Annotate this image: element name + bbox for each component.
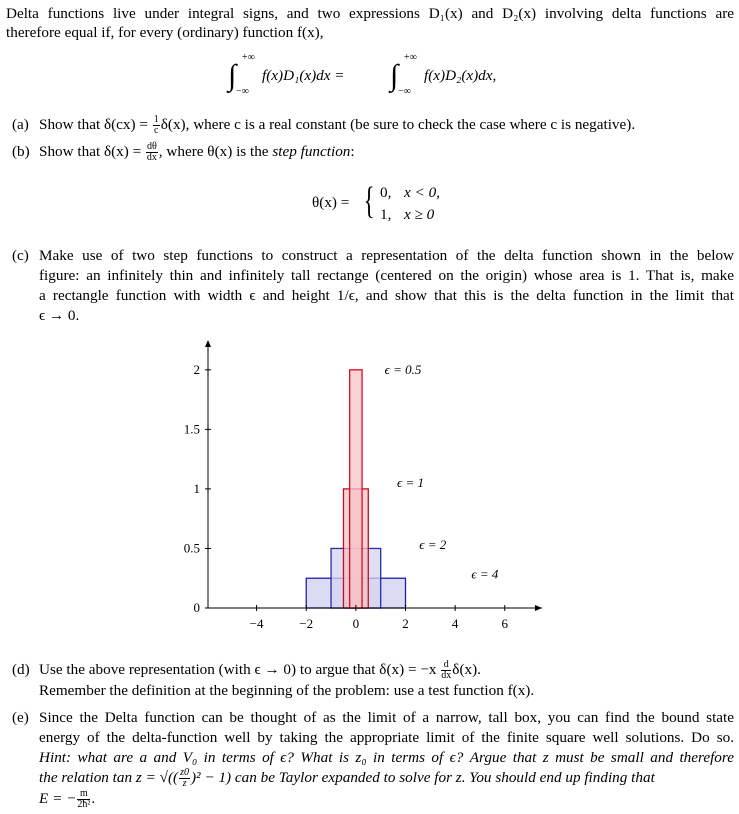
integral-rhs: f(x)D₂(x)dx, <box>424 67 497 84</box>
integral-right-lower: −∞ <box>398 86 411 97</box>
part-e-line-3: Hint: what are a and V₀ in terms of ϵ? What is z₀ in terms of ϵ? Argue that z must be small and therefore <box>39 749 734 766</box>
part-a-fraction: $\frac{1}{c}$ <box>153 114 159 137</box>
part-e-fraction: $\frac{z0}{z}$ <box>180 767 189 790</box>
part-d <box>12 660 734 701</box>
x-tick-label-4: 4 <box>451 616 459 631</box>
integral-left-upper: +∞ <box>242 52 255 63</box>
integral-left-lower: −∞ <box>236 86 249 97</box>
delta-representation-chart <box>150 336 550 636</box>
integral-right-upper: +∞ <box>404 52 417 63</box>
integral-sign-left: ∫ <box>228 59 237 92</box>
intro-line-2: therefore equal if, for every (ordinary) function f(x), <box>6 24 324 41</box>
bar-rect-0 <box>350 370 362 608</box>
step-case-2-value: 1, <box>380 206 392 223</box>
y-tick-label-0: 0 <box>193 600 200 615</box>
part-e-line-2: energy of the delta-function well by taking the appropriate limit of the finite square well solutions. Do so. <box>39 729 734 746</box>
series-label-3: ϵ = 4 <box>471 566 499 582</box>
part-e-line-5-after: . <box>91 790 96 808</box>
x-tick-label-0: −4 <box>249 616 264 631</box>
integral-lhs: f(x)D₁(x)dx = <box>262 67 345 84</box>
y-axis-arrow <box>205 340 211 347</box>
step-case-2-condition: x ≥ 0 <box>404 206 435 223</box>
part-e-line-4-before: the relation tan z = √(( <box>39 769 179 786</box>
part-e-energy-fraction: $\frac{m}{\text{2ħ²}}$ <box>77 788 91 811</box>
part-a-label: (a) <box>12 116 29 133</box>
part-b-label: (b) <box>12 143 30 160</box>
integral-equation <box>228 52 528 98</box>
x-tick-label-5: 6 <box>501 616 509 631</box>
series-label-0: ϵ = 0.5 <box>384 361 422 377</box>
part-c-line-4: ϵ → 0. <box>39 307 80 324</box>
part-e-line-5-before: E = − <box>39 790 77 808</box>
part-e-line-1: Since the Delta function can be thought of as the limit of a narrow, tall box, you can find the bound state <box>39 709 734 726</box>
x-tick-label-3: 2 <box>402 616 409 631</box>
part-d-line-1-after: δ(x). <box>452 661 481 678</box>
part-b <box>12 142 734 163</box>
step-function-definition <box>312 180 472 226</box>
x-axis-arrow <box>535 605 542 611</box>
integral-sign-right: ∫ <box>390 59 399 92</box>
part-b-fraction: $\frac{d\theta}{dx}$ <box>146 141 157 164</box>
part-a-text-before: Show that δ(cx) = <box>39 116 148 133</box>
part-d-line-1-before: Use the above representation (with ϵ → 0) to argue that δ(x) = −x <box>39 661 437 678</box>
part-e-line-4-after: )² − 1) can be Taylor expanded to solve for z. You should end up finding that <box>191 769 655 786</box>
part-c-label: (c) <box>12 247 29 264</box>
y-tick-label-4: 2 <box>193 361 200 377</box>
step-brace: { <box>363 180 375 222</box>
part-e <box>12 708 734 810</box>
part-a-text-after: δ(x), where c is a real constant (be sure to check the case where c is negative). <box>160 116 636 133</box>
part-c <box>12 246 734 326</box>
part-b-emphasis: step function <box>272 143 351 160</box>
part-a <box>12 115 734 136</box>
series-label-2: ϵ = 2 <box>419 536 447 552</box>
part-c-line-3: a rectangle function with width ϵ and height 1/ϵ, and show that this is the delta function in the limit that <box>39 287 734 304</box>
step-case-1-value: 0, <box>380 184 392 201</box>
part-b-text-after: : <box>350 143 355 160</box>
y-tick-label-3: 1.5 <box>183 421 200 437</box>
part-d-line-2: Remember the definition at the beginning of the problem: use a test function f(x). <box>39 682 535 700</box>
intro-line-1: Delta functions live under integral signs, and two expressions D₁(x) and D₂(x) involving delta functions are <box>6 5 734 22</box>
y-tick-label-1: 0.5 <box>183 540 200 556</box>
part-c-line-2: figure: an infinitely thin and infinitely tall rectange (centered on the origin) whose area is 1. That is, make <box>39 267 734 284</box>
x-tick-label-1: −2 <box>299 616 314 631</box>
y-tick-label-2: 1 <box>193 480 200 496</box>
intro-paragraph <box>6 4 734 42</box>
part-d-label: (d) <box>12 661 30 678</box>
part-c-line-1: Make use of two step functions to construct a representation of the delta function shown in the below <box>39 247 734 264</box>
x-tick-label-2: 0 <box>352 616 360 631</box>
series-label-1: ϵ = 1 <box>396 474 424 490</box>
step-lhs: θ(x) = <box>312 194 350 211</box>
part-e-label: (e) <box>12 709 29 726</box>
step-case-1-condition: x < 0, <box>404 184 440 201</box>
part-d-fraction: $\frac{d}{dx}$ <box>441 659 452 682</box>
part-b-text-before: Show that δ(x) = <box>39 143 142 160</box>
part-b-text-middle: , where θ(x) is the <box>158 143 269 160</box>
